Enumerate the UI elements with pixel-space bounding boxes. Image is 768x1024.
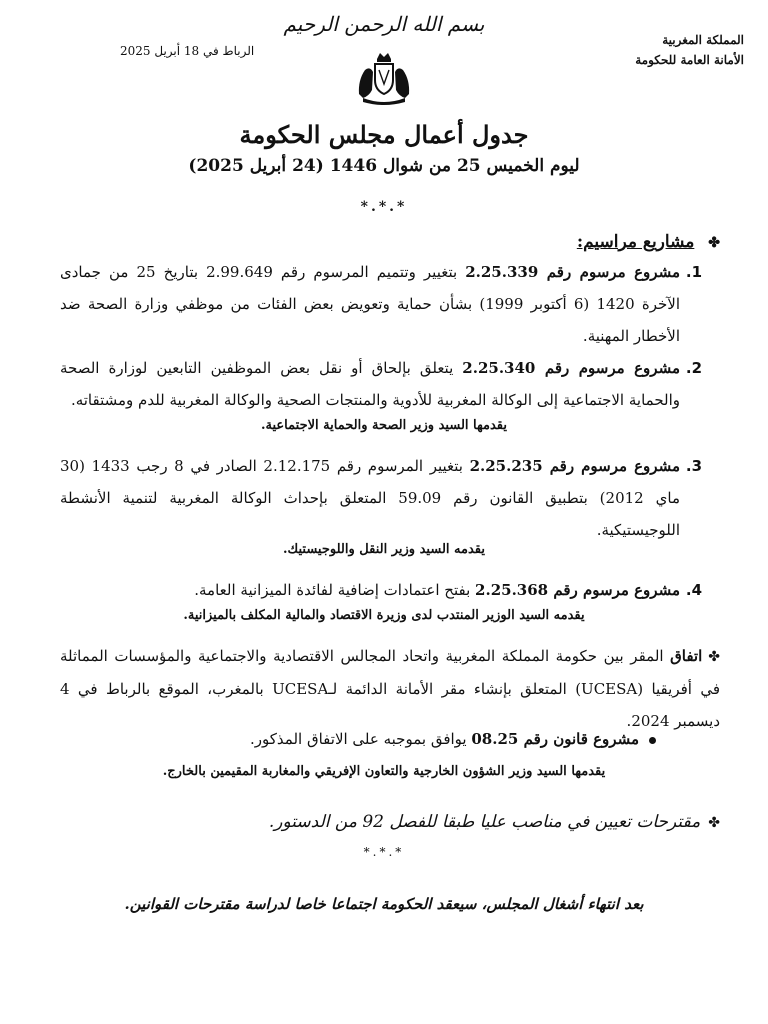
basmala: بسم الله الرحمن الرحيم — [283, 12, 485, 36]
item-lead: مشروع مرسوم رقم 2.25.340 — [462, 359, 680, 377]
item-number: 4. — [685, 581, 702, 599]
document-date: الرباط في 18 أبريل 2025 — [120, 44, 255, 58]
agreement-lead: اتفاق — [670, 647, 703, 665]
item-text: بفتح اعتمادات إضافية لفائدة الميزانية العامة. — [194, 581, 476, 599]
agenda-item-1 — [60, 256, 702, 352]
issuer-block — [514, 30, 744, 70]
item-text: يتعلق بإلحاق أو نقل بعض الموظفين التابعين لوزارة الصحة والحماية الاجتماعية إلى الوكالة المغربية للأدوية والمنتجات الصحية والوكالة المغربية للدم ومشتقاته. — [60, 359, 680, 409]
dot-bullet-icon — [649, 737, 656, 744]
agreement-text: المقر بين حكومة المملكة المغربية واتحاد المجالس الاقتصادية والاجتماعية والمؤسسات المماثلة في أفريقيا (UCESA) المتعلق بإنشاء مقر الأمانة الدائمة لـUCESA بالمغرب، الموقع بالرباط في 4 ديسمبر 2024. — [60, 647, 720, 730]
agenda-item-3 — [60, 450, 702, 546]
decrees-heading-text: مشاريع مراسيم: — [576, 232, 695, 252]
agenda-title: جدول أعمال مجلس الحكومة — [239, 120, 529, 149]
item-number: 3. — [685, 457, 702, 475]
presenter-transport-minister: يقدمه السيد وزير النقل واللوجيستيك. — [283, 542, 485, 557]
draft-law-item — [250, 730, 656, 748]
agenda-date: ليوم الخميس 25 من شوال 1446 (24 أبريل 2025) — [188, 156, 580, 176]
item-text: بتغيير المرسوم رقم 2.12.175 الصادر في 8 رجب 1433 (30 ماي 2012) بتطبيق القانون رقم 59.09 المتعلق بإحداث الوكالة المغربية لتنمية الأنشطة اللوجيستيكية. — [60, 457, 680, 539]
separator-bottom: *.*.* — [363, 845, 405, 859]
appointments-text: مقترحات تعيين في مناصب عليا طبقا للفصل 92 من الدستور. — [268, 812, 701, 832]
draft-law-text: يوافق بموجبه على الاتفاق المذكور. — [250, 730, 472, 748]
arrow-bullet-icon: ✤ — [708, 235, 720, 251]
kingdom-name: المملكة المغربية — [662, 33, 744, 47]
draft-law-lead: مشروع قانون رقم 08.25 — [471, 730, 639, 748]
agenda-item-2 — [60, 352, 702, 416]
presenter-health-minister: يقدمها السيد وزير الصحة والحماية الاجتماعية. — [261, 418, 507, 433]
separator: *.*.* — [360, 199, 408, 215]
item-lead: مشروع مرسوم رقم 2.25.235 — [469, 457, 680, 475]
presenter-budget-minister: يقدمه السيد الوزير المنتدب لدى وزيرة الاقتصاد والمالية المكلف بالميزانية. — [183, 608, 585, 623]
item-lead: مشروع مرسوم رقم 2.25.368 — [475, 581, 680, 599]
closing-note: بعد انتهاء أشغال المجلس، سيعقد الحكومة اجتماعا خاصا لدراسة مقترحات القوانين. — [124, 895, 644, 913]
arrow-bullet-icon: ✤ — [708, 649, 720, 665]
item-number: 2. — [685, 359, 702, 377]
agreement-item — [60, 640, 720, 737]
secretariat-name: الأمانة العامة للحكومة — [635, 53, 744, 67]
item-number: 1. — [685, 263, 702, 281]
arrow-bullet-icon: ✤ — [708, 815, 720, 831]
item-text: بتغيير وتتميم المرسوم رقم 2.99.649 بتاريخ 25 من جمادى الآخرة 1420 (6 أكتوبر 1999) بشأن حماية وتعويض بعض الفئات من موظفي وزارة الصحة ضد الأخطار المهنية. — [60, 263, 680, 345]
coat-of-arms-icon — [355, 50, 413, 106]
presenter-foreign-minister: يقدمها السيد وزير الشؤون الخارجية والتعاون الإفريقي والمغاربة المقيمين بالخارج. — [162, 764, 606, 779]
item-lead: مشروع مرسوم رقم 2.25.339 — [465, 263, 680, 281]
agenda-item-4 — [60, 574, 702, 606]
decrees-heading — [577, 232, 720, 252]
appointments-item — [269, 812, 720, 832]
